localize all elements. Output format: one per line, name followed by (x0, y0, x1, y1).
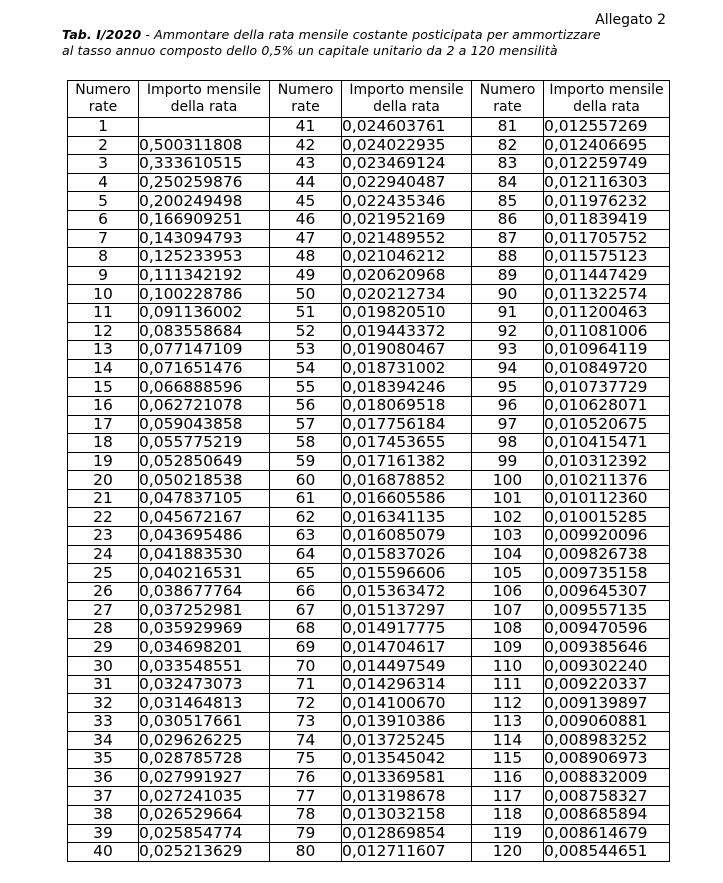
table-row (68, 322, 670, 341)
rate-number-cell: 24 (68, 545, 139, 564)
rate-number-cell: 53 (270, 341, 342, 360)
rate-number-cell: 101 (472, 489, 544, 508)
rate-number-cell: 21 (68, 489, 139, 508)
rate-number-cell: 67 (270, 601, 342, 620)
monthly-amount-cell: 0,050218538 (139, 471, 270, 490)
monthly-amount-cell: 0,018731002 (342, 359, 472, 378)
rate-number-cell: 107 (472, 601, 544, 620)
rate-number-cell: 36 (68, 768, 139, 787)
monthly-amount-cell: 0,019080467 (342, 341, 472, 360)
caption-line-1: - Ammontare della rata mensile costante posticipata per ammortizzare (141, 27, 601, 42)
rate-number-cell: 32 (68, 694, 139, 713)
table-row (68, 750, 670, 769)
rate-number-cell: 35 (68, 750, 139, 769)
monthly-amount-cell: 0,125233953 (139, 248, 270, 267)
monthly-amount-cell: 0,010849720 (544, 359, 670, 378)
rate-number-cell: 105 (472, 564, 544, 583)
rate-number-cell: 2 (68, 136, 139, 155)
monthly-amount-cell: 0,045672167 (139, 508, 270, 527)
monthly-amount-cell: 0,012711607 (342, 843, 472, 862)
rate-number-cell: 28 (68, 620, 139, 639)
monthly-amount-cell: 0,017161382 (342, 452, 472, 471)
table-row (68, 192, 670, 211)
rate-number-cell: 60 (270, 471, 342, 490)
rate-number-cell: 96 (472, 396, 544, 415)
table-row (68, 248, 670, 267)
rate-number-cell: 99 (472, 452, 544, 471)
monthly-amount-cell: 0,032473073 (139, 675, 270, 694)
rate-number-cell: 120 (472, 843, 544, 862)
table-row (68, 638, 670, 657)
rate-number-cell: 16 (68, 396, 139, 415)
table-row (68, 173, 670, 192)
monthly-amount-cell: 0,033548551 (139, 657, 270, 676)
monthly-amount-cell: 0,009645307 (544, 582, 670, 601)
table-caption (62, 27, 672, 59)
monthly-amount-cell: 0,037252981 (139, 601, 270, 620)
monthly-amount-cell: 0,143094793 (139, 229, 270, 248)
monthly-amount-cell: 0,250259876 (139, 173, 270, 192)
table-row (68, 694, 670, 713)
monthly-amount-cell: 0,019443372 (342, 322, 472, 341)
monthly-amount-cell: 0,016878852 (342, 471, 472, 490)
monthly-amount-cell: 0,012406695 (544, 136, 670, 155)
monthly-amount-cell: 0,011200463 (544, 303, 670, 322)
rate-number-cell: 56 (270, 396, 342, 415)
rate-number-cell: 70 (270, 657, 342, 676)
monthly-amount-cell: 0,010628071 (544, 396, 670, 415)
monthly-amount-cell: 0,014704617 (342, 638, 472, 657)
rate-number-cell: 71 (270, 675, 342, 694)
rate-number-cell: 52 (270, 322, 342, 341)
monthly-amount-cell: 0,333610515 (139, 155, 270, 174)
table-row (68, 657, 670, 676)
table-row (68, 434, 670, 453)
monthly-amount-cell: 0,009826738 (544, 545, 670, 564)
monthly-amount-cell: 0,091136002 (139, 303, 270, 322)
monthly-amount-cell: 0,018394246 (342, 378, 472, 397)
monthly-amount-cell: 0,025213629 (139, 843, 270, 862)
monthly-amount-cell: 0,083558684 (139, 322, 270, 341)
rate-number-cell: 43 (270, 155, 342, 174)
rate-number-cell: 90 (472, 285, 544, 304)
rate-number-cell: 66 (270, 582, 342, 601)
table-row (68, 285, 670, 304)
rate-number-cell: 49 (270, 266, 342, 285)
rate-number-cell: 84 (472, 173, 544, 192)
rate-number-cell: 10 (68, 285, 139, 304)
rate-number-cell: 31 (68, 675, 139, 694)
rate-number-cell: 86 (472, 210, 544, 229)
table-row (68, 303, 670, 322)
table-header-row (68, 81, 670, 118)
monthly-amount-cell: 0,014100670 (342, 694, 472, 713)
monthly-amount-cell: 0,038677764 (139, 582, 270, 601)
monthly-amount-cell: 0,022435346 (342, 192, 472, 211)
column-header-monthly-amount: Importo mensile della rata (544, 81, 670, 118)
column-header-rate-number: Numero rate (270, 81, 342, 118)
monthly-amount-cell: 0,009060881 (544, 713, 670, 732)
monthly-amount-cell: 0,011322574 (544, 285, 670, 304)
rate-number-cell: 114 (472, 731, 544, 750)
rate-number-cell: 13 (68, 341, 139, 360)
monthly-amount-cell: 0,013198678 (342, 787, 472, 806)
table-row (68, 805, 670, 824)
rate-number-cell: 85 (472, 192, 544, 211)
rate-number-cell: 72 (270, 694, 342, 713)
amortization-table (67, 80, 670, 862)
monthly-amount-cell: 0,024603761 (342, 118, 472, 137)
monthly-amount-cell: 0,014497549 (342, 657, 472, 676)
rate-number-cell: 98 (472, 434, 544, 453)
rate-number-cell: 14 (68, 359, 139, 378)
monthly-amount-cell: 0,034698201 (139, 638, 270, 657)
rate-number-cell: 81 (472, 118, 544, 137)
table-row (68, 136, 670, 155)
monthly-amount-cell: 0,016605586 (342, 489, 472, 508)
table-row (68, 675, 670, 694)
rate-number-cell: 33 (68, 713, 139, 732)
monthly-amount-cell: 0,021489552 (342, 229, 472, 248)
rate-number-cell: 23 (68, 527, 139, 546)
monthly-amount-cell: 0,166909251 (139, 210, 270, 229)
rate-number-cell: 59 (270, 452, 342, 471)
rate-number-cell: 1 (68, 118, 139, 137)
table-row (68, 471, 670, 490)
rate-number-cell: 44 (270, 173, 342, 192)
rate-number-cell: 89 (472, 266, 544, 285)
monthly-amount-cell: 0,008983252 (544, 731, 670, 750)
rate-number-cell: 11 (68, 303, 139, 322)
table-row (68, 508, 670, 527)
rate-number-cell: 63 (270, 527, 342, 546)
table-row (68, 359, 670, 378)
monthly-amount-cell: 0,010015285 (544, 508, 670, 527)
table-row (68, 564, 670, 583)
rate-number-cell: 20 (68, 471, 139, 490)
rate-number-cell: 15 (68, 378, 139, 397)
monthly-amount-cell: 0,024022935 (342, 136, 472, 155)
rate-number-cell: 17 (68, 415, 139, 434)
monthly-amount-cell: 0,013032158 (342, 805, 472, 824)
rate-number-cell: 4 (68, 173, 139, 192)
monthly-amount-cell: 0,010312392 (544, 452, 670, 471)
rate-number-cell: 87 (472, 229, 544, 248)
rate-number-cell: 88 (472, 248, 544, 267)
rate-number-cell: 113 (472, 713, 544, 732)
monthly-amount-cell: 0,012259749 (544, 155, 670, 174)
monthly-amount-cell: 0,040216531 (139, 564, 270, 583)
monthly-amount-cell: 0,011976232 (544, 192, 670, 211)
rate-number-cell: 3 (68, 155, 139, 174)
monthly-amount-cell: 0,027991927 (139, 768, 270, 787)
monthly-amount-cell: 0,009139897 (544, 694, 670, 713)
monthly-amount-cell: 0,066888596 (139, 378, 270, 397)
monthly-amount-cell: 0,035929969 (139, 620, 270, 639)
rate-number-cell: 50 (270, 285, 342, 304)
rate-number-cell: 22 (68, 508, 139, 527)
monthly-amount-cell: 0,017756184 (342, 415, 472, 434)
table-row (68, 601, 670, 620)
rate-number-cell: 115 (472, 750, 544, 769)
monthly-amount-cell: 0,010415471 (544, 434, 670, 453)
rate-number-cell: 19 (68, 452, 139, 471)
rate-number-cell: 30 (68, 657, 139, 676)
monthly-amount-cell: 0,011705752 (544, 229, 670, 248)
monthly-amount-cell: 0,010964119 (544, 341, 670, 360)
monthly-amount-cell: 0,028785728 (139, 750, 270, 769)
monthly-amount-cell: 0,041883530 (139, 545, 270, 564)
column-header-rate-number: Numero rate (68, 81, 139, 118)
monthly-amount-cell: 0,010112360 (544, 489, 670, 508)
monthly-amount-cell: 0,012116303 (544, 173, 670, 192)
rate-number-cell: 69 (270, 638, 342, 657)
rate-number-cell: 7 (68, 229, 139, 248)
rate-number-cell: 75 (270, 750, 342, 769)
monthly-amount-cell: 0,016085079 (342, 527, 472, 546)
monthly-amount-cell: 0,015837026 (342, 545, 472, 564)
monthly-amount-cell: 0,043695486 (139, 527, 270, 546)
table-row (68, 489, 670, 508)
rate-number-cell: 8 (68, 248, 139, 267)
rate-number-cell: 97 (472, 415, 544, 434)
rate-number-cell: 65 (270, 564, 342, 583)
rate-number-cell: 39 (68, 824, 139, 843)
rate-number-cell: 112 (472, 694, 544, 713)
monthly-amount-cell: 0,009470596 (544, 620, 670, 639)
rate-number-cell: 57 (270, 415, 342, 434)
monthly-amount-cell: 0,023469124 (342, 155, 472, 174)
monthly-amount-cell: 0,071651476 (139, 359, 270, 378)
monthly-amount-cell: 0,010211376 (544, 471, 670, 490)
rate-number-cell: 103 (472, 527, 544, 546)
table-row (68, 713, 670, 732)
rate-number-cell: 26 (68, 582, 139, 601)
monthly-amount-cell: 0,008685894 (544, 805, 670, 824)
table-row (68, 843, 670, 862)
monthly-amount-cell: 0,047837105 (139, 489, 270, 508)
table-row (68, 787, 670, 806)
monthly-amount-cell: 0,026529664 (139, 805, 270, 824)
rate-number-cell: 9 (68, 266, 139, 285)
monthly-amount-cell: 0,200249498 (139, 192, 270, 211)
monthly-amount-cell: 0,014296314 (342, 675, 472, 694)
rate-number-cell: 94 (472, 359, 544, 378)
table-row (68, 620, 670, 639)
rate-number-cell: 91 (472, 303, 544, 322)
monthly-amount-cell: 0,077147109 (139, 341, 270, 360)
rate-number-cell: 55 (270, 378, 342, 397)
rate-number-cell: 100 (472, 471, 544, 490)
caption-line-2: al tasso annuo composto dello 0,5% un capitale unitario da 2 a 120 mensilità (62, 43, 558, 58)
rate-number-cell: 80 (270, 843, 342, 862)
rate-number-cell: 45 (270, 192, 342, 211)
rate-number-cell: 78 (270, 805, 342, 824)
monthly-amount-cell: 0,020212734 (342, 285, 472, 304)
rate-number-cell: 62 (270, 508, 342, 527)
monthly-amount-cell: 0,018069518 (342, 396, 472, 415)
monthly-amount-cell: 0,009385646 (544, 638, 670, 657)
monthly-amount-cell: 0,008906973 (544, 750, 670, 769)
table-row (68, 527, 670, 546)
rate-number-cell: 79 (270, 824, 342, 843)
monthly-amount-cell: 0,011839419 (544, 210, 670, 229)
table-row (68, 824, 670, 843)
rate-number-cell: 102 (472, 508, 544, 527)
monthly-amount-cell: 0,052850649 (139, 452, 270, 471)
rate-number-cell: 118 (472, 805, 544, 824)
rate-number-cell: 46 (270, 210, 342, 229)
monthly-amount-cell: 0,013725245 (342, 731, 472, 750)
monthly-amount-cell: 0,014917775 (342, 620, 472, 639)
monthly-amount-cell: 0,021046212 (342, 248, 472, 267)
monthly-amount-cell: 0,009220337 (544, 675, 670, 694)
rate-number-cell: 40 (68, 843, 139, 862)
rate-number-cell: 116 (472, 768, 544, 787)
rate-number-cell: 108 (472, 620, 544, 639)
monthly-amount-cell: 0,012869854 (342, 824, 472, 843)
rate-number-cell: 82 (472, 136, 544, 155)
monthly-amount-cell: 0,012557269 (544, 118, 670, 137)
rate-number-cell: 6 (68, 210, 139, 229)
rate-number-cell: 27 (68, 601, 139, 620)
rate-number-cell: 12 (68, 322, 139, 341)
table-row (68, 452, 670, 471)
monthly-amount-cell: 0,013910386 (342, 713, 472, 732)
rate-number-cell: 117 (472, 787, 544, 806)
monthly-amount-cell: 0,009920096 (544, 527, 670, 546)
table-row (68, 266, 670, 285)
monthly-amount-cell: 0,010737729 (544, 378, 670, 397)
monthly-amount-cell: 0,009302240 (544, 657, 670, 676)
monthly-amount-cell: 0,008832009 (544, 768, 670, 787)
rate-number-cell: 25 (68, 564, 139, 583)
monthly-amount-cell (139, 118, 270, 137)
monthly-amount-cell: 0,027241035 (139, 787, 270, 806)
table-row (68, 582, 670, 601)
table-row (68, 545, 670, 564)
monthly-amount-cell: 0,500311808 (139, 136, 270, 155)
monthly-amount-cell: 0,019820510 (342, 303, 472, 322)
rate-number-cell: 92 (472, 322, 544, 341)
rate-number-cell: 38 (68, 805, 139, 824)
monthly-amount-cell: 0,022940487 (342, 173, 472, 192)
monthly-amount-cell: 0,013369581 (342, 768, 472, 787)
rate-number-cell: 68 (270, 620, 342, 639)
monthly-amount-cell: 0,011081006 (544, 322, 670, 341)
monthly-amount-cell: 0,013545042 (342, 750, 472, 769)
monthly-amount-cell: 0,009735158 (544, 564, 670, 583)
monthly-amount-cell: 0,030517661 (139, 713, 270, 732)
rate-number-cell: 73 (270, 713, 342, 732)
monthly-amount-cell: 0,009557135 (544, 601, 670, 620)
table-reference: Tab. I/2020 (62, 27, 142, 42)
annex-label: Allegato 2 (595, 12, 666, 28)
table-row (68, 415, 670, 434)
table-row (68, 341, 670, 360)
rate-number-cell: 119 (472, 824, 544, 843)
rate-number-cell: 42 (270, 136, 342, 155)
rate-number-cell: 77 (270, 787, 342, 806)
rate-number-cell: 64 (270, 545, 342, 564)
rate-number-cell: 54 (270, 359, 342, 378)
monthly-amount-cell: 0,062721078 (139, 396, 270, 415)
monthly-amount-cell: 0,015137297 (342, 601, 472, 620)
table-body (68, 118, 670, 862)
table-row (68, 118, 670, 137)
column-header-monthly-amount: Importo mensile della rata (139, 81, 270, 118)
monthly-amount-cell: 0,031464813 (139, 694, 270, 713)
monthly-amount-cell: 0,025854774 (139, 824, 270, 843)
table-row (68, 396, 670, 415)
monthly-amount-cell: 0,011575123 (544, 248, 670, 267)
monthly-amount-cell: 0,055775219 (139, 434, 270, 453)
rate-number-cell: 106 (472, 582, 544, 601)
rate-number-cell: 104 (472, 545, 544, 564)
monthly-amount-cell: 0,059043858 (139, 415, 270, 434)
rate-number-cell: 83 (472, 155, 544, 174)
rate-number-cell: 109 (472, 638, 544, 657)
monthly-amount-cell: 0,111342192 (139, 266, 270, 285)
rate-number-cell: 18 (68, 434, 139, 453)
column-header-monthly-amount: Importo mensile della rata (342, 81, 472, 118)
monthly-amount-cell: 0,011447429 (544, 266, 670, 285)
monthly-amount-cell: 0,017453655 (342, 434, 472, 453)
rate-number-cell: 76 (270, 768, 342, 787)
monthly-amount-cell: 0,020620968 (342, 266, 472, 285)
rate-number-cell: 95 (472, 378, 544, 397)
monthly-amount-cell: 0,100228786 (139, 285, 270, 304)
rate-number-cell: 41 (270, 118, 342, 137)
rate-number-cell: 58 (270, 434, 342, 453)
monthly-amount-cell: 0,016341135 (342, 508, 472, 527)
monthly-amount-cell: 0,015363472 (342, 582, 472, 601)
rate-number-cell: 93 (472, 341, 544, 360)
table-row (68, 378, 670, 397)
monthly-amount-cell: 0,021952169 (342, 210, 472, 229)
table-row (68, 210, 670, 229)
table-row (68, 768, 670, 787)
rate-number-cell: 61 (270, 489, 342, 508)
rate-number-cell: 5 (68, 192, 139, 211)
rate-number-cell: 29 (68, 638, 139, 657)
monthly-amount-cell: 0,015596606 (342, 564, 472, 583)
column-header-rate-number: Numero rate (472, 81, 544, 118)
table-row (68, 731, 670, 750)
rate-number-cell: 48 (270, 248, 342, 267)
rate-number-cell: 47 (270, 229, 342, 248)
rate-number-cell: 110 (472, 657, 544, 676)
rate-number-cell: 51 (270, 303, 342, 322)
table-row (68, 155, 670, 174)
rate-number-cell: 111 (472, 675, 544, 694)
rate-number-cell: 37 (68, 787, 139, 806)
rate-number-cell: 34 (68, 731, 139, 750)
rate-number-cell: 74 (270, 731, 342, 750)
monthly-amount-cell: 0,008614679 (544, 824, 670, 843)
monthly-amount-cell: 0,008544651 (544, 843, 670, 862)
monthly-amount-cell: 0,010520675 (544, 415, 670, 434)
table-row (68, 229, 670, 248)
monthly-amount-cell: 0,029626225 (139, 731, 270, 750)
monthly-amount-cell: 0,008758327 (544, 787, 670, 806)
